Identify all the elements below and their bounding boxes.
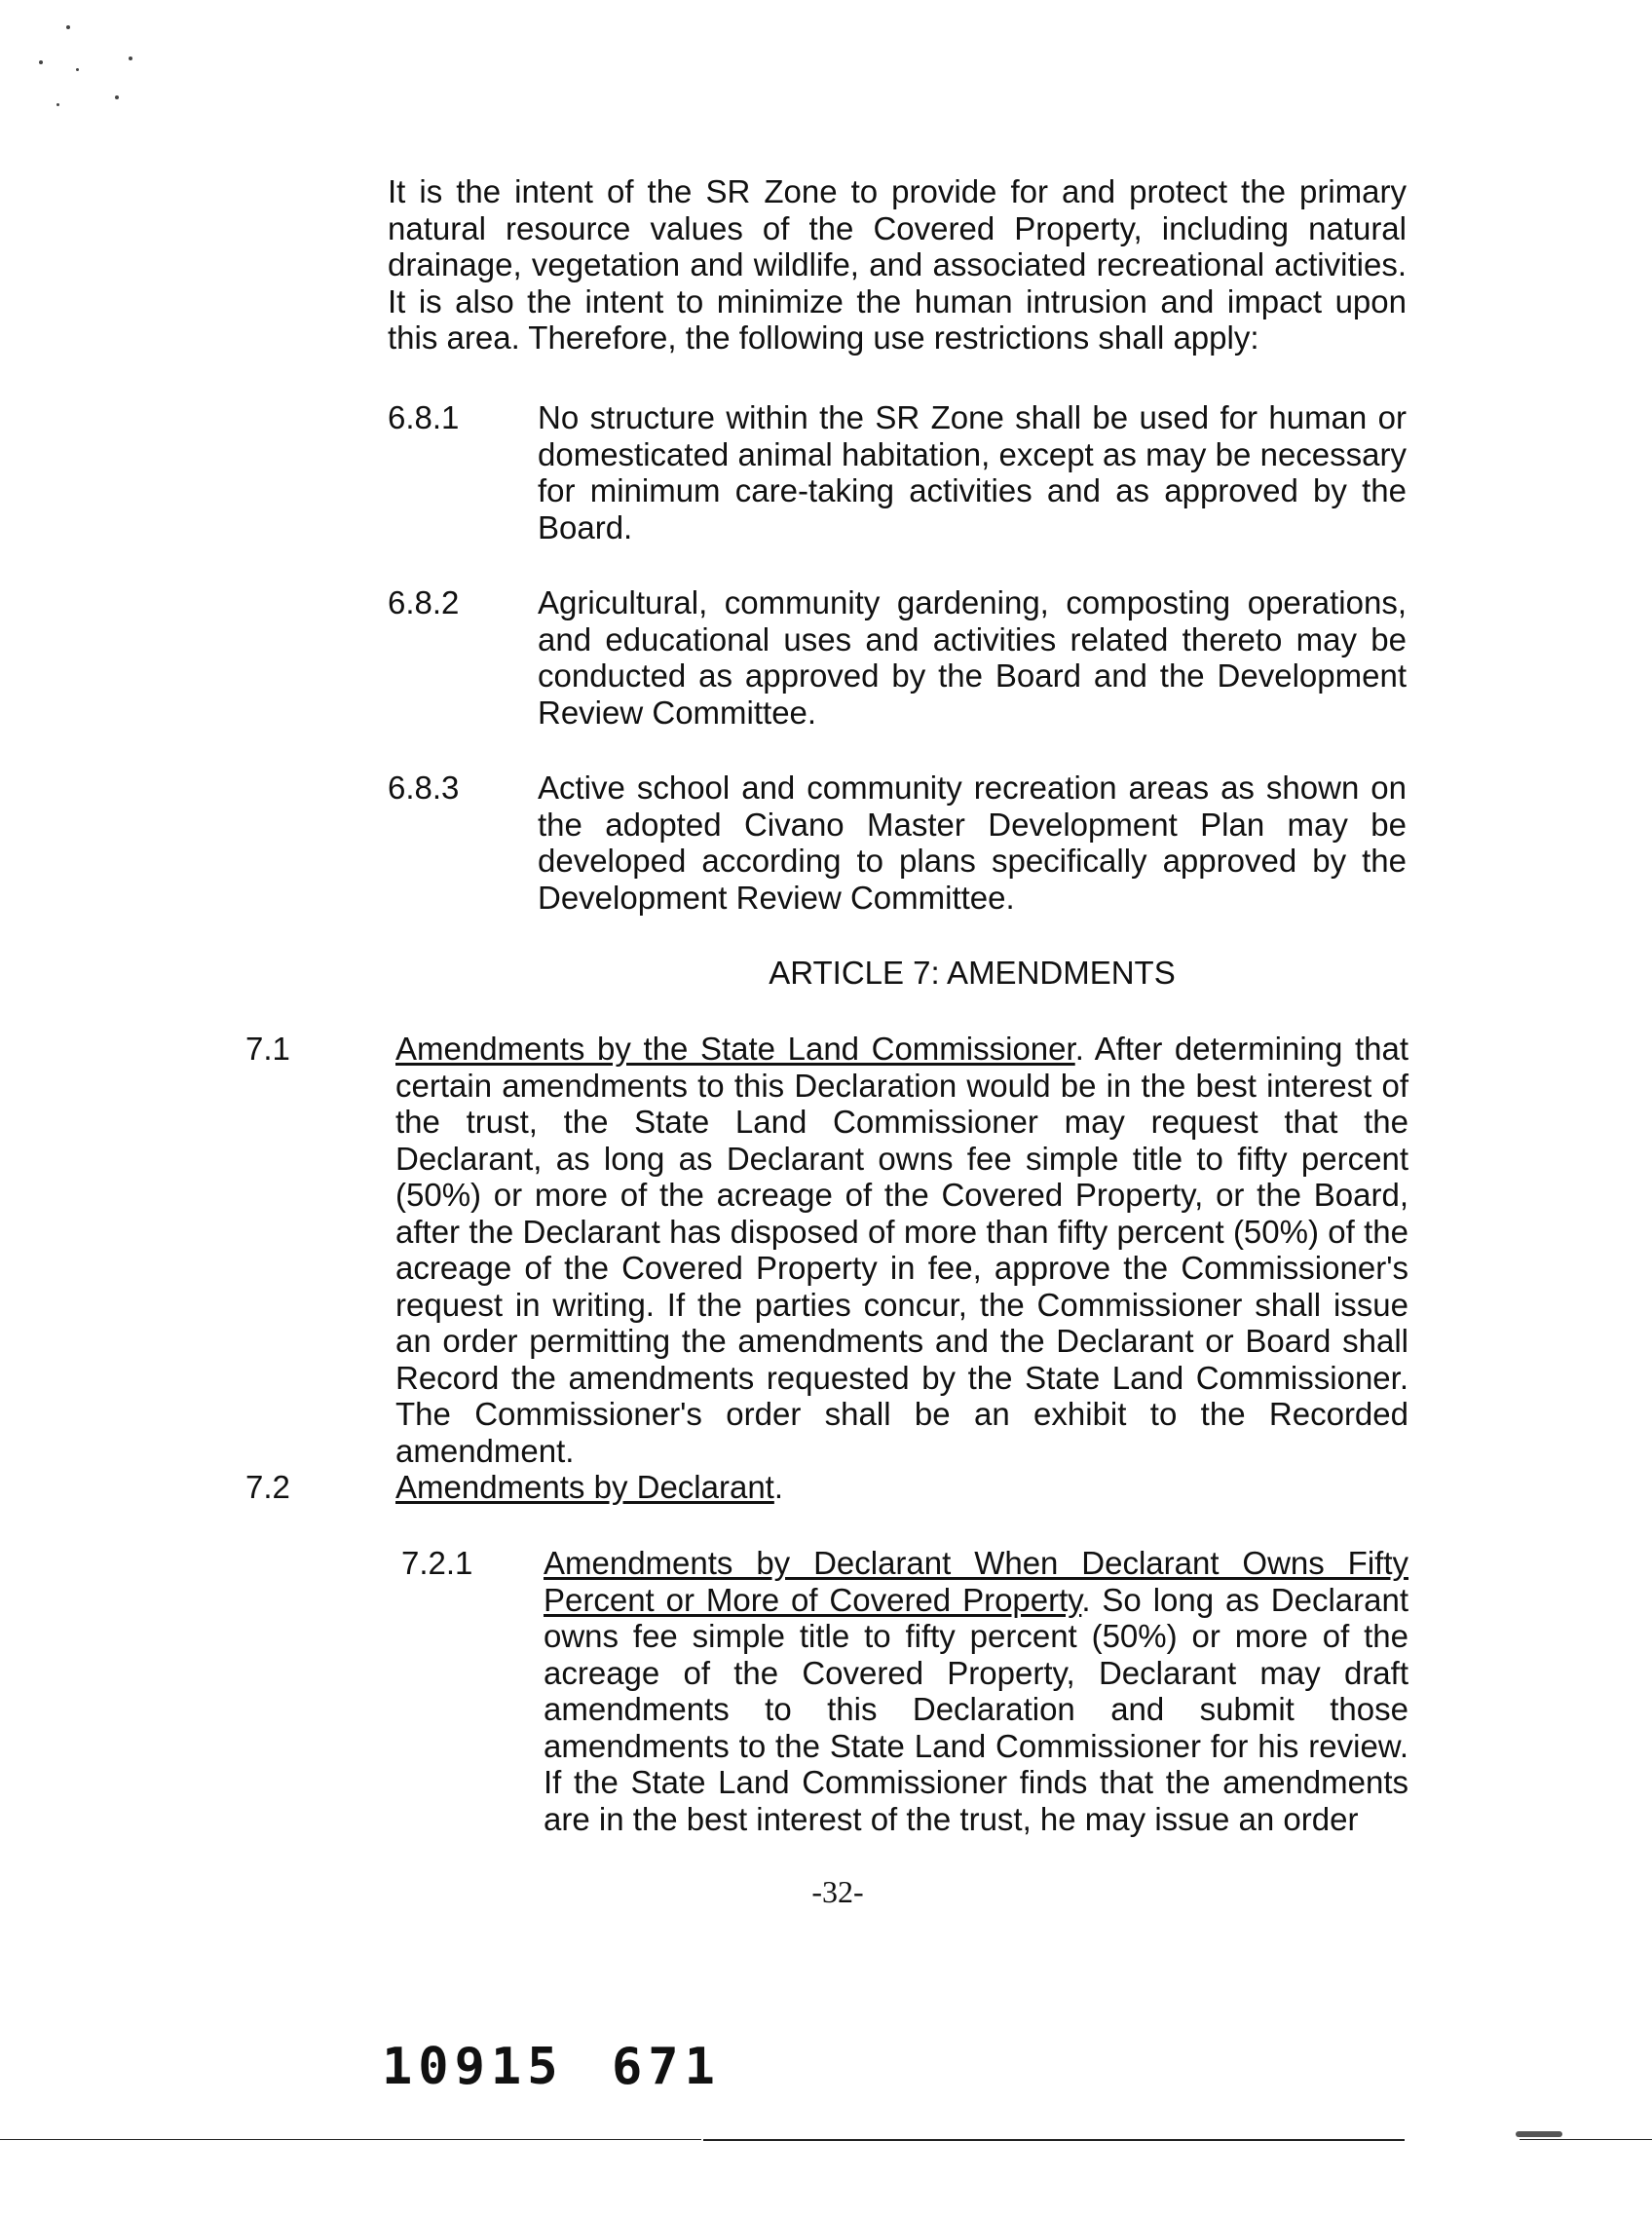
restriction-number: 6.8.1 — [388, 399, 460, 435]
bottom-rule — [703, 2139, 1405, 2141]
section-7-2-1-paragraph — [544, 1545, 1408, 1837]
section-title-suffix: . — [773, 1469, 784, 1505]
subsection-title: Amendments by Declarant When Declarant Owns Fifty Percent or More of Covered Property — [544, 1545, 1408, 1618]
subsection-number: 7.2.1 — [401, 1545, 473, 1581]
section-number: 7.2 — [245, 1469, 290, 1505]
scan-speck — [66, 25, 70, 29]
restriction-text: Agricultural, community gardening, composting operations, and educational uses and activities related thereto may be conducted as approved by the Board and the Development Review Committee. — [538, 584, 1407, 731]
restriction-number: 6.8.3 — [388, 770, 460, 806]
section-number: 7.1 — [245, 1031, 290, 1067]
bottom-rule — [1520, 2139, 1652, 2140]
section-7-2-heading — [395, 1469, 1408, 1506]
article-heading: ARTICLE 7: AMENDMENTS — [769, 955, 1176, 991]
bottom-rule — [0, 2139, 701, 2140]
section-body: . After determining that certain amendments to this Declaration would be in the best interest of the trust, the State Land Commissioner may request that the Declarant, as long as Declarant owns fee simple title to fifty percent (50%) or more of the acreage of the Covered Property, or the Board, after the Declarant has disposed of more than fifty percent (50%) of the acreage of the Covered Property in fee, approve the Commissioner's request in writing. If the parties concur, the Commissioner shall issue an order permitting the amendments and the Declarant or Board shall Record the amendments requested by the State Land Commissioner. The Commissioner's order shall be an exhibit to the Recorded amendment. — [395, 1031, 1409, 1469]
subsection-body: . So long as Declarant owns fee simple title to fifty percent (50%) or more of the acreage of the Covered Property, Declarant may draft amendments to this Declaration and submit those amendments to the State Land Commissioner for his review. If the State Land Commissioner finds that the amendments are in the best interest of the trust, he may issue an order — [544, 1581, 1408, 1837]
restriction-number: 6.8.2 — [388, 584, 460, 620]
scan-smudge — [1516, 2131, 1562, 2137]
scan-speck — [129, 56, 132, 60]
section-title: Amendments by Declarant — [395, 1469, 774, 1505]
restriction-text: Active school and community recreation areas as shown on the adopted Civano Master Development Plan may be developed according to plans specifically approved by the Development Review Committee. — [538, 770, 1407, 916]
scan-speck — [115, 95, 119, 99]
recording-page-number: 671 — [612, 2038, 721, 2096]
intro-paragraph: It is the intent of the SR Zone to provide for and protect the primary natural resource values of the Covered Property, including natural drainage, vegetation and wildlife, and associated recreational activities. It is also the intent to minimize the human intrusion and impact upon this area. Therefore, the following use restrictions shall apply: — [388, 173, 1407, 356]
scan-speck — [56, 103, 59, 106]
scan-speck — [39, 60, 43, 64]
page-number: -32- — [811, 1874, 864, 1909]
restriction-text: No structure within the SR Zone shall be used for human or domesticated animal habitation, except as may be necessary for minimum care-taking activities and as approved by the Board. — [538, 399, 1407, 545]
scan-speck — [76, 68, 79, 71]
section-title: Amendments by the State Land Commissioner — [395, 1031, 1075, 1067]
recording-docket-number: 10915 — [382, 2038, 564, 2096]
section-7-1-paragraph — [395, 1031, 1408, 1469]
